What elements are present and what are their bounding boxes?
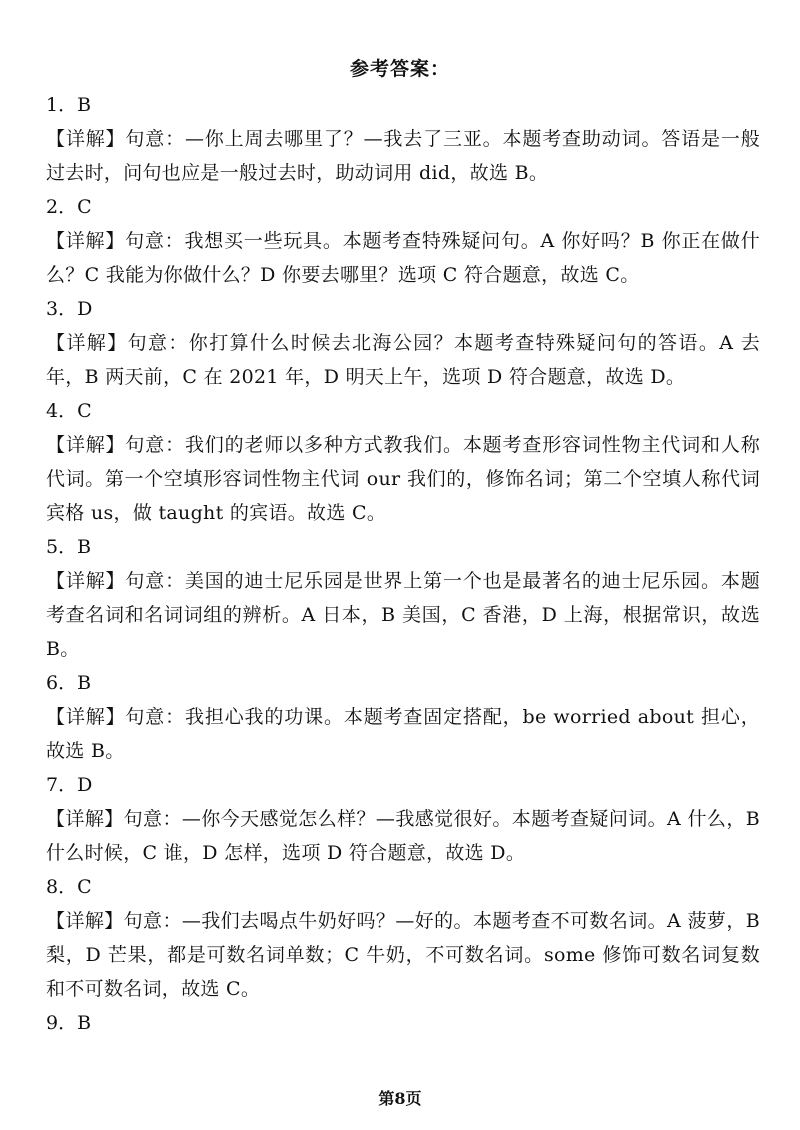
answer-explanation: 【详解】句意：我想买一些玩具。本题考查特殊疑问句。A 你好吗？B 你正在做什么？C 我能为你做什么？D 你要去哪里？选项 C 符合题意，故选 C。: [46, 230, 760, 286]
answer-number: 8．C: [46, 876, 92, 898]
answer-explanation: 【详解】句意：你打算什么时候去北海公园？本题考查特殊疑问句的答语。A 去年，B 两天前，C 在 2021 年，D 明天上午，选项 D 符合题意，故选 D。: [46, 332, 760, 388]
answer-item-2: [46, 190, 760, 292]
answer-item-5: [46, 530, 760, 666]
answer-explanation: 【详解】句意：美国的迪士尼乐园是世界上第一个也是最著名的迪士尼乐园。本题考查名词和名词词组的辨析。A 日本，B 美国，C 香港，D 上海，根据常识，故选 B。: [46, 570, 760, 660]
answer-item-9: [46, 1006, 760, 1040]
answer-explanation: 【详解】句意：我们的老师以多种方式教我们。本题考查形容词性物主代词和人称代词。第一个空填形容词性物主代词 our 我们的，修饰名词；第二个空填人称代词宾格 us，做 taught 的宾语。故选 C。: [46, 434, 760, 524]
answer-number: 3．D: [46, 298, 93, 320]
answer-number: 5．B: [46, 536, 92, 558]
page-title: 参考答案：: [349, 58, 450, 80]
answer-item-8: [46, 870, 760, 1006]
answer-item-7: [46, 768, 760, 870]
answer-number: 1．B: [46, 94, 92, 116]
answer-item-4: [46, 394, 760, 530]
answer-item-3: [46, 292, 760, 394]
answer-item-1: [46, 88, 760, 190]
answer-number: 9．B: [46, 1012, 92, 1034]
answer-explanation: 【详解】句意：—你上周去哪里了？—我去了三亚。本题考查助动词。答语是一般过去时，问句也应是一般过去时，助动词用 did，故选 B。: [46, 128, 760, 184]
answer-list: [46, 88, 760, 1040]
answer-number: 6．B: [46, 672, 92, 694]
answer-explanation: 【详解】句意：我担心我的功课。本题考查固定搭配，be worried about 担心，故选 B。: [46, 706, 760, 762]
answer-number: 7．D: [46, 774, 93, 796]
answer-number: 2．C: [46, 196, 92, 218]
page-number: 第8页: [378, 1089, 422, 1108]
answer-item-6: [46, 666, 760, 768]
answer-explanation: 【详解】句意：—我们去喝点牛奶好吗？—好的。本题考查不可数名词。A 菠萝，B 梨，D 芒果，都是可数名词单数；C 牛奶，不可数名词。some 修饰可数名词复数和不可数名词，故选 C。: [46, 910, 760, 1000]
answer-number: 4．C: [46, 400, 92, 422]
answer-explanation: 【详解】句意：—你今天感觉怎么样？—我感觉很好。本题考查疑问词。A 什么，B 什么时候，C 谁，D 怎样，选项 D 符合题意，故选 D。: [46, 808, 760, 864]
